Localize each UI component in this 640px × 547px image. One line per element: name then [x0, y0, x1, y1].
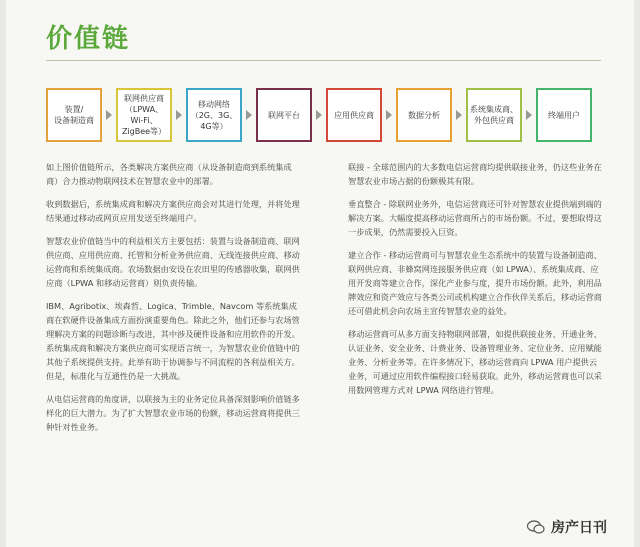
- chain-step-8: [536, 88, 592, 142]
- left-paragraph-1: 如上图价值链所示，各类解决方案供应商（从设备制造商到系统集成商）合力推动物联网技术在智慧农业中的部署。: [46, 162, 292, 186]
- watermark: [527, 517, 607, 537]
- chain-step-label: 终端用户: [548, 110, 580, 120]
- left-paragraph-4: IBM、Agribotix、埃森哲、Logica、Trimble、Navcom 等系统集成商在软硬件设备集成方面扮演重要角色。除此之外，他们还参与农场管理解决方案的问题诊断与改进，其中涉及硬件设备和应用软件的开发。系统集成商和解决方案供应商可实现语言统一，为智慧农业价值链中的其他子系统提供支持。此举有助于协调参与不同流程的各利益相关方。但是，标准化与互通性仍是一大挑战。: [46, 301, 300, 381]
- chain-arrow: [176, 110, 182, 120]
- chain-step-6: [396, 88, 452, 142]
- title-divider: [46, 60, 601, 61]
- wechat-icon: [527, 520, 545, 534]
- right-paragraph-4: 移动运营商可从多方面支持物联网部署，如提供联接业务、开通业务、认证业务、安全业务、计费业务、设备管理业务、定位业务、应用赋能业务、分析业务等。在许多情况下，移动运营商向 LPWA 用户提供云业务，可通过应用软件编程接口轻易获取。此外，移动运营商也可以采用数网管理方式对 LPWA 网络进行管理。: [348, 329, 602, 395]
- chain-step-2: [116, 88, 172, 142]
- chain-step-label: 联网供应商 （LPWA、 Wi-Fi、 ZigBee等）: [121, 94, 167, 136]
- chain-step-label: 应用供应商: [334, 110, 374, 120]
- left-column: [46, 160, 301, 443]
- left-paragraph-3: 智慧农业价值链当中的利益相关方主要包括：装置与设备制造商、联网供应商、应用供应商、托管和分析业务供应商、无线连接供应商、移动运营商和系统集成商。农场数据由安设在农田里的传感器收集，联网供应商（LPWA 和移动运营商）则负责传输。: [46, 236, 300, 288]
- chain-arrow: [106, 110, 112, 120]
- page-title: 价值链: [46, 24, 131, 54]
- chain-step-label: 移动网络 （2G、3G、 4G等）: [190, 99, 238, 131]
- chain-step-3: [186, 88, 242, 142]
- chain-arrow: [526, 110, 532, 120]
- left-paragraph-5: 从电信运营商的角度讲，以联接为主的业务定位具备深刻影响价值链多样化的巨大潜力。为了扩大智慧农业市场的份额，移动运营商将提供三种针对性业务。: [46, 394, 300, 432]
- right-paragraph-2: 垂直整合 - 除联网业务外，电信运营商还可针对智慧农业提供端到端的解决方案。大幅度提高移动运营商所占的市场份额。不过，要想取得这一步成果，仍然需要投入巨资。: [348, 199, 602, 237]
- chain-step-7: [466, 88, 522, 142]
- chain-step-label: 装置/ 设备制造商: [54, 105, 94, 125]
- chain-step-1: [46, 88, 102, 142]
- chain-arrow: [246, 110, 252, 120]
- watermark-text: 房产日刊: [551, 520, 607, 536]
- document-page: [6, 0, 634, 547]
- chain-step-label: 系统集成商、 外包供应商: [470, 105, 518, 125]
- chain-step-4: [256, 88, 312, 142]
- chain-step-label: 数据分析: [408, 110, 440, 120]
- chain-arrow: [456, 110, 462, 120]
- value-chain-diagram: [46, 88, 606, 142]
- right-paragraph-3: 建立合作 - 移动运营商可与智慧农业生态系统中的装置与设备制造商、联网供应商、非蜂窝网连接服务供应商（如 LPWA）、系统集成商、应用开发商等建立合作，深化产业参与度，提升市场份额。此外，利用品牌效应和资产效应与各类公司或机构建立合作伙伴关系后，移动运营商还可借此机会向农场主宣传智慧农业的益处。: [348, 250, 602, 316]
- chain-step-5: [326, 88, 382, 142]
- chain-step-label: 联网平台: [268, 110, 300, 120]
- left-paragraph-2: 收到数据后，系统集成商和解决方案供应商会对其进行处理，并将处理结果通过移动或网页应用发送至终端用户。: [46, 199, 300, 223]
- chain-arrow: [386, 110, 392, 120]
- right-column: [348, 160, 603, 406]
- chain-arrow: [316, 110, 322, 120]
- right-paragraph-1: 联接 - 全球范围内的大多数电信运营商均提供联接业务，仍这些业务在智慧农业市场占据的份额极其有限。: [348, 162, 602, 186]
